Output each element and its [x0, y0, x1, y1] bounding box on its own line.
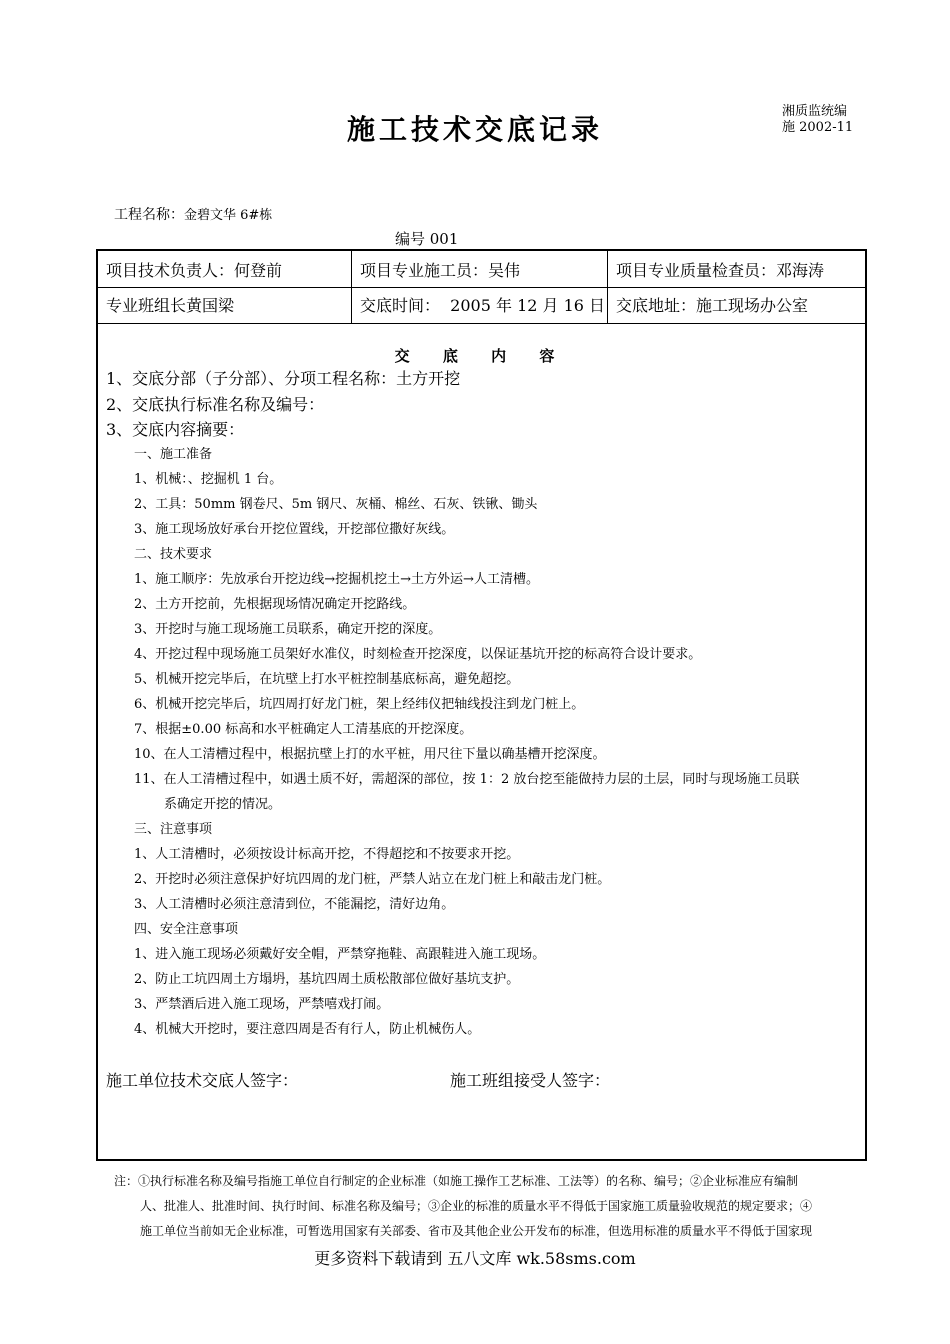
row-divider: [98, 287, 865, 288]
content-line: 5、机械开挖完毕后，在坑壁上打水平桩控制基底标高，避免超挖。: [134, 672, 520, 687]
project-name: [114, 204, 272, 224]
content-line: 1、施工顺序：先放承台开挖边线→挖掘机挖土→土方外运→人工清槽。: [134, 572, 539, 587]
project-name-label: 工程名称：: [114, 207, 184, 223]
form-code: [782, 104, 853, 136]
row-divider: [98, 323, 865, 324]
quality-inspector-cell: 项目专业质量检查员：邓海涛: [616, 261, 825, 280]
item-3: 3、交底内容摘要：: [106, 420, 245, 439]
form-code-line2: 施 2002-11: [782, 120, 854, 135]
footer-text: 更多资料下载请到 五八文库 wk.58sms.com: [314, 1249, 636, 1268]
footnote-line: 人、批准人、批准时间、执行时间、标准名称及编号；③企业的标准的质量水平不得低于国家施工质量验收规范的规定要求；④: [140, 1199, 813, 1213]
section-heading: 一、施工准备: [134, 447, 213, 462]
content-line: 2、开挖时必须注意保护好坑四周的龙门桩，严禁人站立在龙门桩上和敲击龙门桩。: [134, 872, 611, 887]
handover-time-cell: 交底时间： 2005 年 12 月 16 日: [360, 296, 606, 315]
content-line: 1、机械：、挖掘机 1 台。: [134, 472, 283, 487]
content-line: 3、人工清槽时必须注意清到位，不能漏挖，清好边角。: [134, 897, 455, 912]
item-2: 2、交底执行标准名称及编号：: [106, 395, 325, 414]
tech-lead-cell: 项目技术负责人：何登前: [106, 261, 283, 280]
footnote-line: 施工单位当前如无企业标准，可暂选用国家有关部委、省市及其他企业公开发布的标准，但选用标准的质量水平不得低于国家现: [140, 1224, 813, 1238]
content-line: 11、在人工清槽过程中，如遇土质不好，需超深的部位，按 1：2 放台挖至能做持力层的土层，同时与现场施工员联: [134, 772, 800, 787]
content-line: 4、开挖过程中现场施工员架好水准仪，时刻检查开挖深度，以保证基坑开挖的标高符合设计要求。: [134, 647, 702, 662]
content-line: 3、施工现场放好承台开挖位置线，开挖部位撒好灰线。: [134, 522, 455, 537]
content-line: 1、人工清槽时，必须按设计标高开挖，不得超挖和不按要求开挖。: [134, 847, 520, 862]
content-line: 1、进入施工现场必须戴好安全帽，严禁穿拖鞋、高跟鞋进入施工现场。: [134, 947, 546, 962]
content-line: 10、在人工清槽过程中，根据抗壁上打的水平桩，用尺往下量以确基槽开挖深度。: [134, 747, 606, 762]
site-engineer-cell: 项目专业施工员：吴伟: [360, 261, 521, 280]
record-table: [96, 249, 867, 1161]
footnote: [114, 1169, 874, 1244]
content-line: 2、工具：50mm 钢卷尺、5m 钢尺、灰桶、棉丝、石灰、铁锹、锄头: [134, 497, 538, 512]
content-line: 2、防止工坑四周土方塌坍，基坑四周土质松散部位做好基坑支护。: [134, 972, 520, 987]
col-divider: [607, 251, 608, 323]
handover-location-cell: 交底地址：施工现场办公室: [616, 296, 809, 315]
record-number: 编号 001: [395, 230, 459, 248]
team-leader-cell: 专业班组长黄国梁: [106, 296, 235, 315]
content-line: 3、严禁酒后进入施工现场，严禁嘻戏打闹。: [134, 997, 390, 1012]
content-line: 6、机械开挖完毕后，坑四周打好龙门桩，架上经纬仪把轴线投注到龙门桩上。: [134, 697, 585, 712]
page-title: 施工技术交底记录: [346, 113, 603, 146]
section-heading: 二、技术要求: [134, 547, 213, 562]
section-heading: 三、注意事项: [134, 822, 213, 837]
content-line: 4、机械大开挖时，要注意四周是否有行人，防止机械伤人。: [134, 1022, 481, 1037]
content-line: 7、根据±0.00 标高和水平桩确定人工清基底的开挖深度。: [134, 722, 473, 737]
content-line: 2、土方开挖前，先根据现场情况确定开挖路线。: [134, 597, 416, 612]
item-1: 1、交底分部（子分部）、分项工程名称：土方开挖: [106, 369, 461, 388]
content-heading: 交 底 内 容: [394, 347, 569, 365]
content-line: 3、开挖时与施工现场施工员联系，确定开挖的深度。: [134, 622, 442, 637]
footnote-line: 注：①执行标准名称及编号指施工单位自行制定的企业标准（如施工操作工艺标准、工法等）的名称、编号；②企业标准应有编制: [114, 1174, 799, 1188]
col-divider: [351, 251, 352, 323]
form-code-line1: 湘质监统编: [782, 104, 848, 119]
project-name-value: 金碧文华 6#栋: [184, 208, 273, 223]
content-line: 系确定开挖的情况。: [164, 797, 282, 812]
team-signature-label: 施工班组接受人签字：: [450, 1071, 611, 1090]
section-heading: 四、安全注意事项: [134, 922, 239, 937]
tech-signature-label: 施工单位技术交底人签字：: [106, 1071, 299, 1090]
